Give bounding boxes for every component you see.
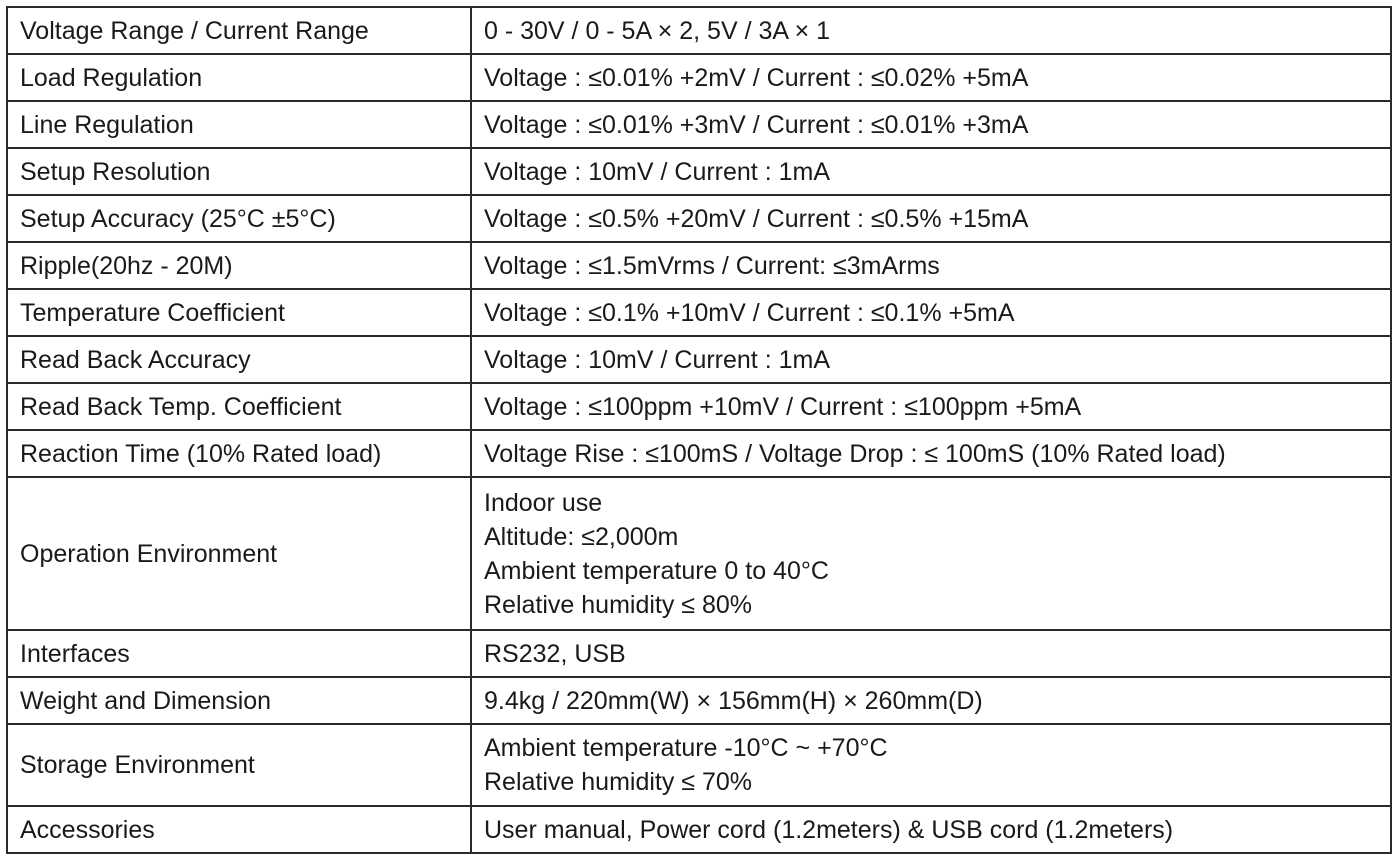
spec-label-cell: [7, 195, 471, 242]
spec-value-line: Voltage : 10mV / Current : 1mA: [484, 157, 830, 186]
spec-label: Setup Resolution: [20, 157, 211, 186]
spec-row: [7, 677, 1391, 724]
spec-label-cell: [7, 477, 471, 630]
spec-value-line: Voltage : ≤100ppm +10mV / Current : ≤100ppm +5mA: [484, 392, 1082, 421]
spec-value-line: User manual, Power cord (1.2meters) & USB cord (1.2meters): [484, 815, 1174, 844]
spec-value-line: Voltage : ≤1.5mVrms / Current: ≤3mArms: [484, 251, 940, 280]
spec-value-cell: [471, 54, 1391, 101]
spec-label: Storage Environment: [20, 751, 255, 779]
spec-label-cell: [7, 430, 471, 477]
spec-value-cell: [471, 724, 1391, 806]
spec-label-cell: [7, 101, 471, 148]
spec-label: Accessories: [20, 815, 155, 844]
spec-value-line: Voltage Rise : ≤100mS / Voltage Drop : ≤ 100mS (10% Rated load): [484, 439, 1226, 468]
spec-value-line: Voltage : ≤0.01% +2mV / Current : ≤0.02% +5mA: [484, 63, 1029, 92]
spec-value-line: Relative humidity ≤ 80%: [484, 590, 753, 619]
spec-label: Temperature Coefficient: [20, 298, 285, 327]
spec-table-body: [7, 7, 1391, 853]
spec-value-cell: [471, 806, 1391, 853]
spec-row: [7, 289, 1391, 336]
spec-row: [7, 54, 1391, 101]
spec-label: Load Regulation: [20, 63, 203, 92]
spec-value-line: Voltage : ≤0.5% +20mV / Current : ≤0.5% +15mA: [484, 204, 1029, 233]
spec-value-line: Voltage : 10mV / Current : 1mA: [484, 345, 830, 374]
spec-value-line: Ambient temperature 0 to 40°C: [484, 556, 829, 585]
spec-label-cell: [7, 677, 471, 724]
spec-row: [7, 195, 1391, 242]
spec-label-cell: [7, 54, 471, 101]
spec-row: [7, 101, 1391, 148]
spec-row: [7, 242, 1391, 289]
spec-value-line: Altitude: ≤2,000m: [484, 522, 679, 551]
spec-row: [7, 148, 1391, 195]
spec-label: Line Regulation: [20, 110, 194, 139]
spec-value-line: 9.4kg / 220mm(W) × 156mm(H) × 260mm(D): [484, 686, 983, 715]
spec-row: [7, 383, 1391, 430]
spec-value-cell: [471, 477, 1391, 630]
spec-value-cell: [471, 195, 1391, 242]
spec-label: Setup Accuracy (25°C ±5°C): [20, 204, 336, 233]
spec-row: [7, 477, 1391, 630]
spec-label: Read Back Accuracy: [20, 345, 251, 374]
spec-label: Ripple(20hz - 20M): [20, 251, 233, 280]
spec-label: Interfaces: [20, 639, 130, 668]
spec-label-cell: [7, 242, 471, 289]
spec-row: [7, 630, 1391, 677]
spec-label: Operation Environment: [20, 539, 278, 568]
spec-label-cell: [7, 148, 471, 195]
spec-row: [7, 336, 1391, 383]
spec-value-cell: [471, 677, 1391, 724]
spec-value-cell: [471, 430, 1391, 477]
spec-value-line: RS232, USB: [484, 639, 626, 668]
spec-label-cell: [7, 383, 471, 430]
spec-label: Reaction Time (10% Rated load): [20, 439, 382, 468]
spec-value-line: Ambient temperature -10°C ~ +70°C: [484, 734, 888, 762]
spec-label-cell: [7, 630, 471, 677]
spec-value-cell: [471, 148, 1391, 195]
spec-value-cell: [471, 630, 1391, 677]
spec-label: Weight and Dimension: [20, 686, 272, 715]
spec-value-cell: [471, 336, 1391, 383]
spec-value-line: Voltage : ≤0.1% +10mV / Current : ≤0.1% +5mA: [484, 298, 1015, 327]
spec-label-cell: [7, 7, 471, 54]
spec-row: [7, 724, 1391, 806]
spec-value-line: Indoor use: [484, 488, 603, 517]
spec-row: [7, 7, 1391, 54]
spec-value-cell: [471, 289, 1391, 336]
spec-value-cell: [471, 242, 1391, 289]
spec-label-cell: [7, 336, 471, 383]
spec-value-line: 0 - 30V / 0 - 5A × 2, 5V / 3A × 1: [484, 16, 831, 45]
spec-row: [7, 430, 1391, 477]
spec-value-line: Voltage : ≤0.01% +3mV / Current : ≤0.01% +3mA: [484, 110, 1029, 139]
spec-label-cell: [7, 806, 471, 853]
spec-table: [6, 6, 1392, 854]
spec-row: [7, 806, 1391, 853]
spec-label-cell: [7, 289, 471, 336]
spec-value-cell: [471, 383, 1391, 430]
spec-label: Voltage Range / Current Range: [20, 16, 369, 45]
spec-value-cell: [471, 101, 1391, 148]
spec-value-cell: [471, 7, 1391, 54]
spec-value-line: Relative humidity ≤ 70%: [484, 768, 753, 796]
spec-label: Read Back Temp. Coefficient: [20, 392, 342, 421]
spec-label-cell: [7, 724, 471, 806]
